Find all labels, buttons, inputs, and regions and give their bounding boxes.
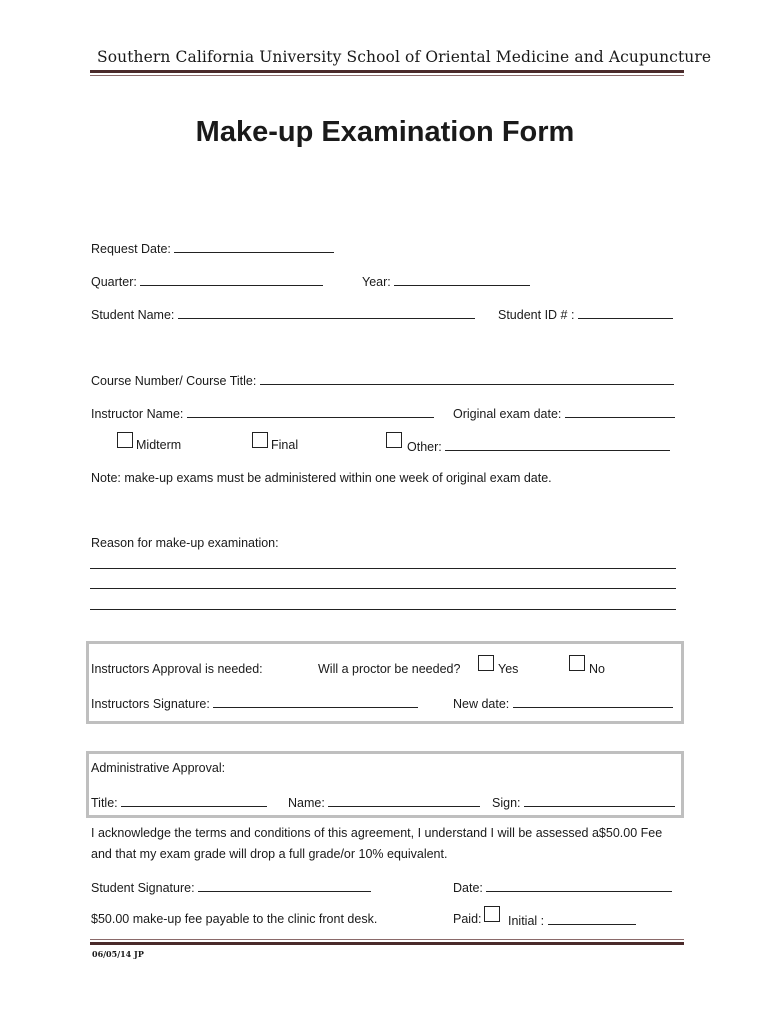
reason-label: Reason for make-up examination: — [91, 536, 279, 550]
instructor-signature-field[interactable] — [213, 696, 418, 708]
reason-line-2[interactable] — [90, 588, 676, 589]
admin-sign-label: Sign: — [492, 796, 521, 810]
course-field[interactable] — [260, 373, 674, 385]
other-label: Other: — [407, 440, 442, 454]
form-title: Make-up Examination Form — [195, 116, 575, 148]
instructor-name-field[interactable] — [187, 406, 434, 418]
original-exam-date-row — [453, 406, 675, 421]
admin-title-row — [91, 795, 267, 810]
instructor-row — [91, 406, 434, 421]
date-label: Date: — [453, 881, 483, 895]
footer-code: 06/05/14 JP — [92, 949, 144, 959]
fee-text: $50.00 make-up fee payable to the clinic front desk. — [91, 912, 378, 926]
quarter-field[interactable] — [140, 274, 323, 286]
initial-field[interactable] — [548, 913, 636, 925]
student-name-field[interactable] — [178, 307, 475, 319]
footer-rule-thin — [90, 939, 684, 940]
request-date-field[interactable] — [174, 241, 334, 253]
other-field[interactable] — [445, 439, 670, 451]
student-name-row — [91, 307, 475, 322]
proctor-no-label: No — [589, 662, 605, 676]
new-date-field[interactable] — [513, 696, 673, 708]
year-label: Year: — [362, 275, 391, 289]
proctor-no-checkbox[interactable] — [569, 655, 585, 671]
admin-sign-field[interactable] — [524, 795, 675, 807]
admin-title-label: Title: — [91, 796, 118, 810]
original-exam-date-field[interactable] — [565, 406, 675, 418]
student-id-field[interactable] — [578, 307, 673, 319]
date-row — [453, 880, 672, 895]
instructor-approval-box — [86, 641, 684, 724]
other-checkbox[interactable] — [386, 432, 402, 448]
request-date-label: Request Date: — [91, 242, 171, 256]
student-signature-label: Student Signature: — [91, 881, 195, 895]
new-date-label: New date: — [453, 697, 510, 711]
student-id-row — [498, 307, 673, 322]
initial-label: Initial : — [508, 914, 545, 928]
note-text: Note: make-up exams must be administered within one week of original exam date. — [91, 471, 552, 485]
admin-name-label: Name: — [288, 796, 325, 810]
proctor-question: Will a proctor be needed? — [318, 662, 461, 676]
course-row — [91, 373, 674, 388]
year-field[interactable] — [394, 274, 530, 286]
year-row — [362, 274, 530, 289]
admin-approval-label: Administrative Approval: — [91, 761, 226, 775]
course-label: Course Number/ Course Title: — [91, 374, 257, 388]
reason-line-3[interactable] — [90, 609, 676, 610]
admin-title-field[interactable] — [121, 795, 267, 807]
request-date-row — [91, 241, 334, 256]
final-checkbox[interactable] — [252, 432, 268, 448]
admin-name-field[interactable] — [328, 795, 480, 807]
quarter-row — [91, 274, 323, 289]
student-id-label: Student ID # : — [498, 308, 575, 322]
original-exam-date-label: Original exam date: — [453, 407, 562, 421]
paid-checkbox[interactable] — [484, 906, 500, 922]
instructor-signature-label: Instructors Signature: — [91, 697, 210, 711]
header-rule-thin — [90, 75, 684, 76]
admin-name-row — [288, 795, 480, 810]
date-field[interactable] — [486, 880, 672, 892]
footer-rule — [90, 942, 684, 945]
proctor-yes-checkbox[interactable] — [478, 655, 494, 671]
other-row — [407, 439, 670, 454]
header-rule — [90, 70, 684, 73]
midterm-checkbox[interactable] — [117, 432, 133, 448]
admin-sign-row — [492, 795, 675, 810]
acknowledgement-line-1: I acknowledge the terms and conditions of this agreement, I understand I will be assessed a$50.00 Fee — [91, 826, 663, 840]
student-signature-row — [91, 880, 371, 895]
instructor-approval-label: Instructors Approval is needed: — [91, 662, 263, 676]
acknowledgement-line-2: and that my exam grade will drop a full grade/or 10% equivalent. — [91, 847, 448, 861]
paid-label: Paid: — [453, 912, 482, 926]
reason-line-1[interactable] — [90, 568, 676, 569]
institution-header: Southern California University School of Oriental Medicine and Acupuncture — [97, 48, 712, 66]
student-signature-field[interactable] — [198, 880, 371, 892]
new-date-row — [453, 696, 673, 711]
instructor-signature-row — [91, 696, 418, 711]
proctor-yes-label: Yes — [498, 662, 519, 676]
final-label: Final — [271, 438, 299, 452]
instructor-name-label: Instructor Name: — [91, 407, 184, 421]
student-name-label: Student Name: — [91, 308, 175, 322]
initial-row — [508, 913, 636, 928]
midterm-label: Midterm — [136, 438, 182, 452]
quarter-label: Quarter: — [91, 275, 137, 289]
